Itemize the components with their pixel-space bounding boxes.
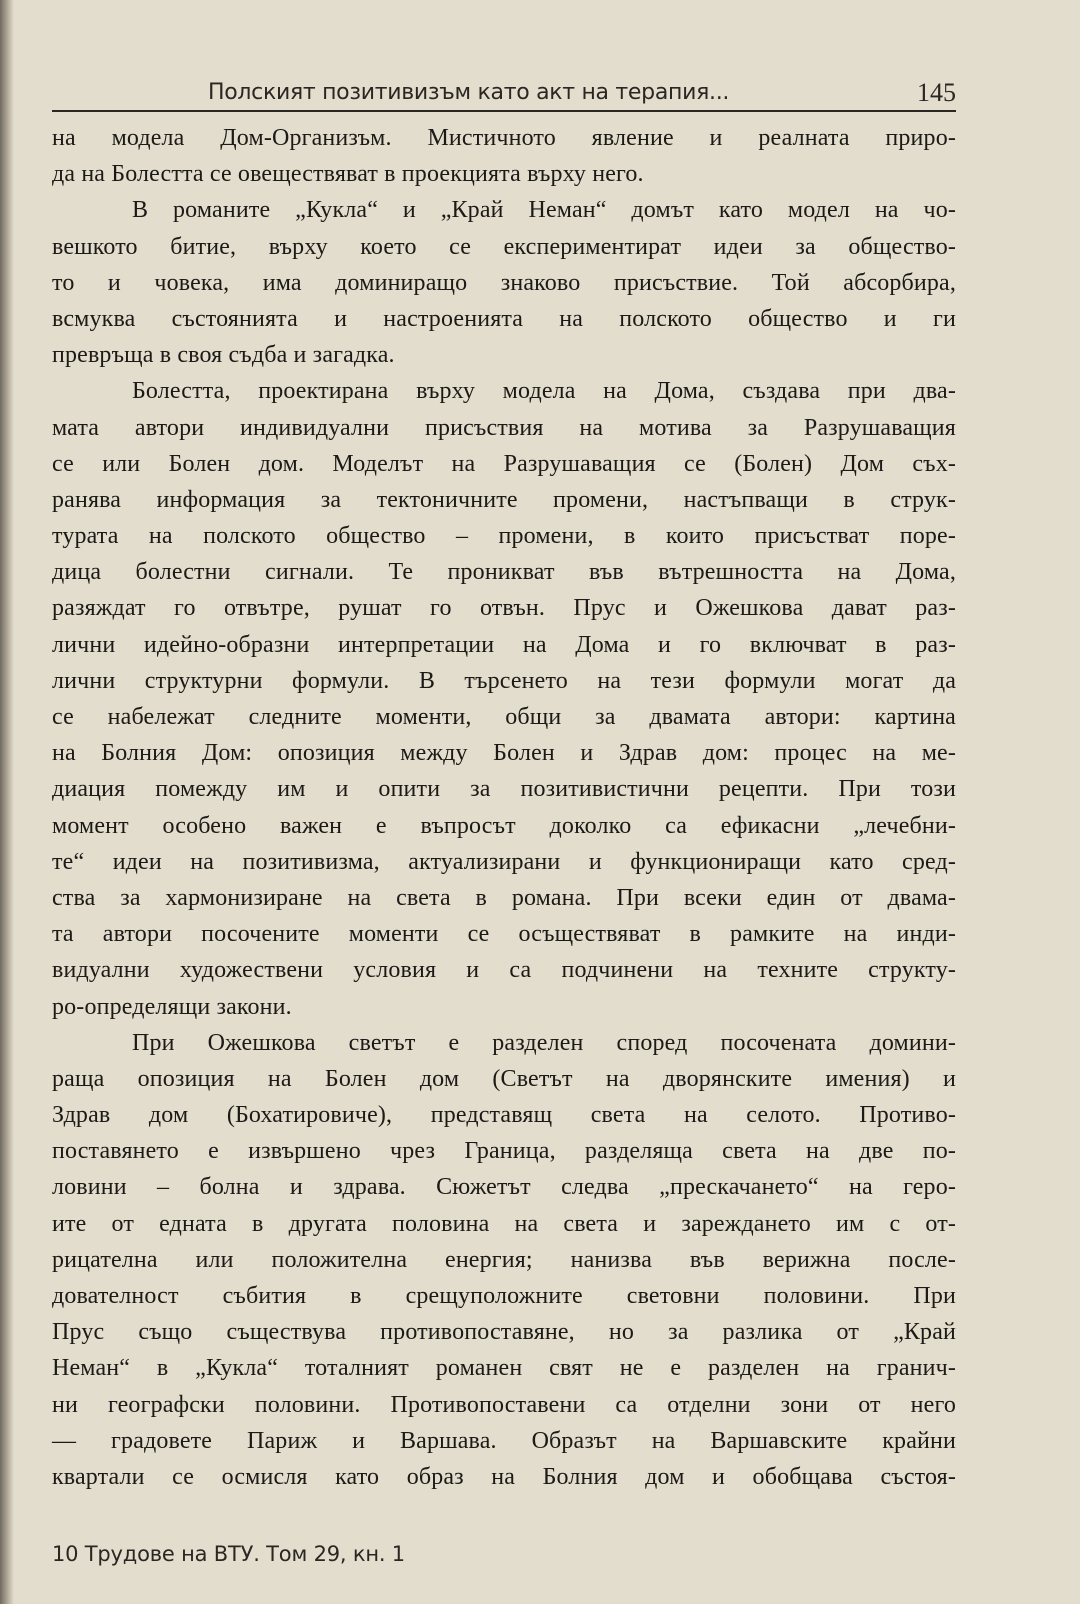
book-spine-shadow [0, 0, 14, 1604]
page-number: 145 [917, 78, 956, 107]
text-line: квартали се осмисля като образ на Болния дом и обобщава състоя- [52, 1463, 956, 1490]
text-line: ро-определящи закони. [52, 993, 292, 1020]
text-line: на модела Дом-Организъм. Мистичното явление и реалната приро- [52, 125, 956, 151]
text-line: ранява информация за тектоничните промени, настъпващи в струк- [52, 486, 956, 513]
text-line: на Болния Дом: опозиция между Болен и Здрав дом: процес на ме- [52, 740, 956, 767]
text-line: ни географски половини. Противопоставени са отделни зони от него [52, 1391, 956, 1418]
text-line: да на Болестта се овеществяват в проекцията върху него. [52, 161, 644, 188]
text-line: лични идейно-образни интерпретации на Дома и го включват в раз- [52, 631, 956, 658]
text-line: Здрав дом (Бохатирoвиче), представящ света на селото. Противо- [52, 1102, 956, 1129]
text-line: се набележат следните моменти, общи за двамата автори: картина [52, 704, 956, 730]
text-line: дица болестни сигнали. Те проникват във вътрешността на Дома, [52, 559, 956, 586]
text-line: превръща в своя съдба и загадка. [52, 342, 395, 369]
text-line: В романите „Кукла“ и „Край Неман“ домът като модел на чо- [132, 197, 956, 224]
text-line: те“ идеи на позитивизма, актуализирани и функциониращи като сред- [52, 848, 956, 875]
text-line: се или Болен дом. Моделът на Разрушаващия се (Болен) Дом съх- [52, 450, 956, 477]
text-line: Болестта, проектирана върху модела на Дома, създава при два- [132, 378, 956, 405]
text-line: вешкото битие, върху което се експериментират идеи за общество- [52, 233, 956, 260]
text-line: раща опозиция на Болен дом (Светът на дворянските имения) и [52, 1065, 956, 1092]
book-page [52, 0, 956, 1604]
text-line: то и човека, има доминиращо знаково присъствие. Той абсорбира, [52, 269, 956, 296]
text-line: лични структурни формули. В търсенето на тези формули могат да [52, 667, 956, 694]
text-line: разяждат го отвътре, рушат го отвън. Прус и Ожешкова дават раз- [52, 595, 956, 622]
text-line: диация помежду им и опити за позитивистични рецепти. При този [52, 776, 956, 803]
text-line: Прус също съществува противопоставяне, но за разлика от „Край [52, 1319, 956, 1346]
text-line: всмуква състоянията и настроенията на полското общество и ги [52, 305, 956, 332]
text-line: Неман“ в „Кукла“ тоталният романен свят не е разделен на гранич- [52, 1355, 956, 1382]
text-line: дователност събития в срещуположните световни половини. При [52, 1283, 956, 1309]
text-line: ловини – болна и здрава. Сюжетът следва „прескачането“ на геро- [52, 1174, 956, 1201]
text-line: та автори посочените моменти се осъществяват в рамките на инди- [52, 921, 956, 948]
text-line: — градовете Париж и Варшава. Образът на Варшавските крайни [52, 1427, 956, 1454]
text-line: При Ожешкова светът е разделен според посочената домини- [132, 1029, 956, 1056]
text-line: ите от едната в другата половина на света и зареждането им с от- [52, 1210, 956, 1237]
body-text [52, 120, 956, 1495]
text-line: видуални художествени условия и са подчинени на техните структу- [52, 957, 956, 984]
text-line: ства за хармонизиране на света в романа. При всеки един от двама- [52, 884, 956, 911]
footer-signature: 10 Трудове на ВТУ. Том 29, кн. 1 [52, 1542, 405, 1566]
text-line: момент особено важен е въпросът доколко са ефикасни „лечебни- [52, 812, 956, 839]
running-header [52, 78, 956, 112]
text-line: рицателна или положителна енергия; нанизва във верижна после- [52, 1246, 956, 1273]
running-title: Полският позитивизъм като акт на терапия... [208, 80, 730, 105]
text-line: поставянето е извършено чрез Граница, разделяща света на две по- [52, 1138, 956, 1165]
text-line: турата на полското общество – промени, в които присъстват поре- [52, 523, 956, 550]
text-line: мата автори индивидуални присъствия на мотива за Разрушаващия [52, 414, 956, 441]
